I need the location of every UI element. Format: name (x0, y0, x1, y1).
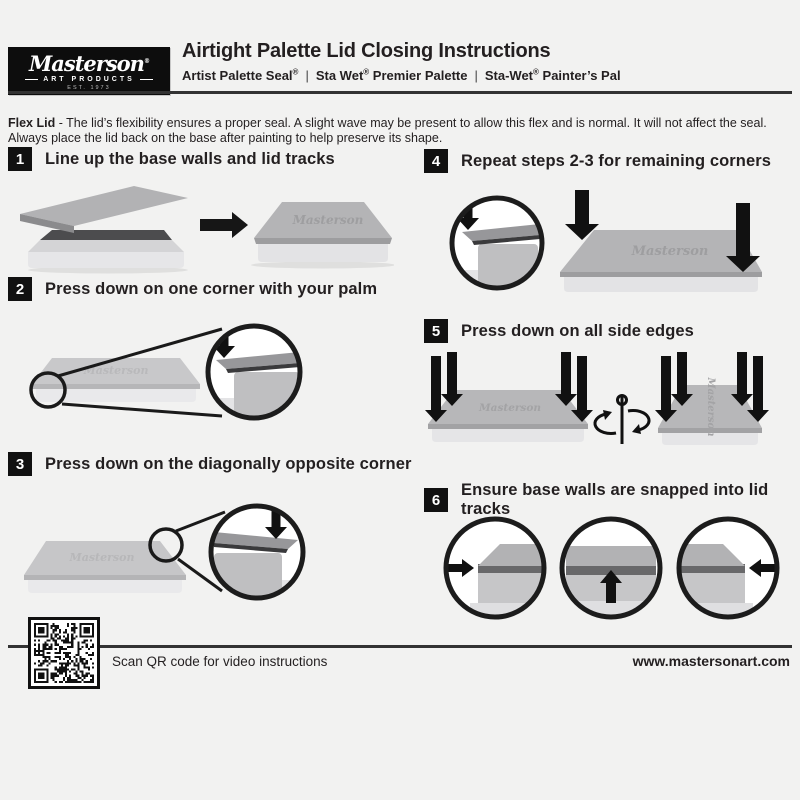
header-divider (8, 91, 792, 94)
masterson-logo (8, 47, 170, 95)
magnifier-circle (452, 198, 542, 290)
step-1-number: 1 (8, 147, 32, 171)
embossed-brand: Masterson (479, 402, 541, 414)
embossed-brand: Masterson (292, 213, 364, 227)
step-2-label: Press down on one corner with your palm (45, 279, 378, 298)
step-6-label: Ensure base walls are snapped into lid tracks (461, 481, 769, 518)
embossed-brand: Masterson (83, 364, 149, 377)
embossed-brand: Masterson (69, 551, 135, 564)
subtitle-separator: | (305, 68, 309, 84)
product-3: Sta-Wet® Painter’s Pal (484, 68, 621, 84)
step-5-number: 5 (424, 319, 448, 343)
step-5-illustration (420, 350, 792, 450)
open-palette (20, 186, 188, 274)
step-3-label: Press down on the diagonally opposite corner (45, 454, 412, 473)
step-5-header (424, 319, 694, 343)
rotate-icon (595, 396, 649, 445)
palette (24, 541, 186, 593)
step-1-label: Line up the base walls and lid tracks (45, 149, 335, 168)
registered-mark: ® (143, 57, 149, 65)
step-1-header (8, 147, 335, 171)
website-url: www.mastersonart.com (632, 653, 790, 669)
embossed-brand: Masterson (631, 244, 709, 259)
page-title: Airtight Palette Lid Closing Instructions (182, 40, 551, 62)
flex-lid-note: Flex Lid - The lid’s flexibility ensures a proper seal. A slight wave may be present to allow this flex and is normal. It will not affect the seal. Always place the lid back on the base after painting to help preserve its shape. (8, 115, 767, 145)
step-2-number: 2 (8, 277, 32, 301)
logo-subline-text: ART PRODUCTS (43, 75, 135, 83)
flex-lid-text: The lid’s flexibility ensures a proper seal. A slight wave may be present to allow this flex and is normal. It will not affect the seal. Always place the lid back on the base after painting to help preserve its shape. (8, 115, 767, 145)
logo-est: EST. 1973 (67, 84, 111, 91)
step-6-number: 6 (424, 488, 448, 512)
magnifier-circle (211, 506, 305, 602)
step-4-header (424, 149, 771, 173)
flex-lid-label: Flex Lid (8, 115, 56, 130)
arrow-right-icon (200, 212, 248, 238)
qr-caption: Scan QR code for video instructions (112, 654, 328, 669)
palette (32, 358, 200, 402)
step-2-illustration (10, 312, 392, 434)
step-3-number: 3 (8, 452, 32, 476)
product-1: Artist Palette Seal® (182, 68, 299, 84)
logo-subline (25, 76, 153, 83)
subtitle-separator: | (474, 68, 478, 84)
step-4-illustration (420, 178, 792, 296)
embossed-brand: Masterson (705, 377, 716, 437)
logo-rule-right (140, 79, 153, 80)
qr-code-svg (34, 623, 94, 683)
footer-divider (8, 645, 792, 648)
logo-script: Masterson® (29, 50, 149, 76)
step-4-label: Repeat steps 2-3 for remaining corners (461, 151, 772, 170)
step-6-illustration (420, 508, 792, 623)
product-2: Sta Wet® Premier Palette (315, 68, 468, 84)
product-list (182, 68, 621, 83)
logo-rule-left (25, 79, 38, 80)
detail-circle-right (667, 519, 781, 621)
step-5-label: Press down on all side edges (461, 321, 694, 340)
title-block (182, 40, 621, 83)
magnifier-circle (208, 326, 300, 423)
closed-palette (251, 202, 394, 269)
step-1-illustration (12, 178, 394, 274)
magnifier-line-bottom (62, 404, 222, 416)
step-4-number: 4 (424, 149, 448, 173)
detail-circle-middle (560, 519, 660, 621)
detail-circle-left (442, 519, 556, 621)
step-2-header (8, 277, 377, 301)
step-3-illustration (10, 485, 392, 607)
step-3-header (8, 452, 412, 476)
qr-code (28, 617, 100, 689)
